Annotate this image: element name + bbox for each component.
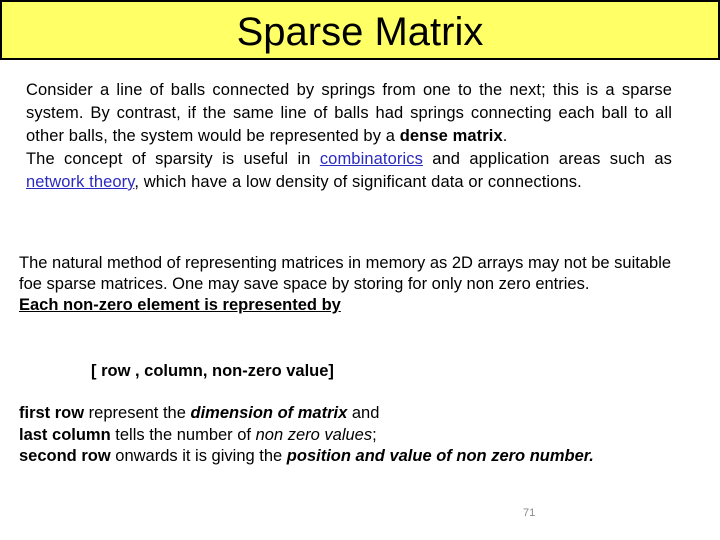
- first-row-term: first row: [19, 404, 85, 422]
- non-zero-values-term: non zero values: [255, 425, 373, 444]
- slide-title: Sparse Matrix: [236, 10, 484, 54]
- representation-text: The natural method of representing matrices in memory as 2D arrays may not be suitable foe sparse matrices. One may save space by storing for only non zero entries.: [19, 254, 672, 293]
- intro-sentence-2-end: , which have a low density of significant data or connections.: [134, 173, 582, 191]
- network-theory-link[interactable]: network theory: [26, 173, 135, 191]
- intro-sentence-1: Consider a line of balls connected by springs from one to the next; this is a sparse system. By contrast, if the same line of balls had springs connecting each ball to all other balls, the system would be represented by a: [26, 81, 672, 145]
- explanation-paragraph: [19, 403, 699, 468]
- element-format: [ row , column, non-zero value]: [91, 362, 334, 380]
- representation-paragraph: [19, 253, 679, 316]
- second-row-term: second row: [19, 447, 111, 465]
- first-row-end: and: [347, 404, 380, 422]
- second-row-text: onwards it is giving the: [110, 447, 287, 465]
- last-column-text: tells the number of: [110, 425, 256, 444]
- last-column-end: ;: [372, 425, 377, 444]
- intro-sentence-2-mid: and application areas such as: [422, 150, 672, 168]
- position-value-term: position and value of non zero number.: [286, 447, 594, 465]
- combinatorics-link[interactable]: combinatorics: [319, 150, 423, 168]
- title-banner: [0, 0, 720, 60]
- last-column-term: last column: [19, 425, 111, 444]
- intro-paragraph: [26, 79, 672, 194]
- representation-heading: Each non-zero element is represented by: [19, 296, 341, 314]
- page-number: 71: [523, 507, 536, 519]
- dense-matrix-term: dense matrix: [399, 127, 503, 145]
- intro-sentence-1-end: .: [502, 127, 508, 145]
- dimension-term: dimension of matrix: [190, 404, 348, 422]
- intro-sentence-2-start: The concept of sparsity is useful in: [26, 150, 320, 168]
- first-row-text: represent the: [84, 404, 191, 422]
